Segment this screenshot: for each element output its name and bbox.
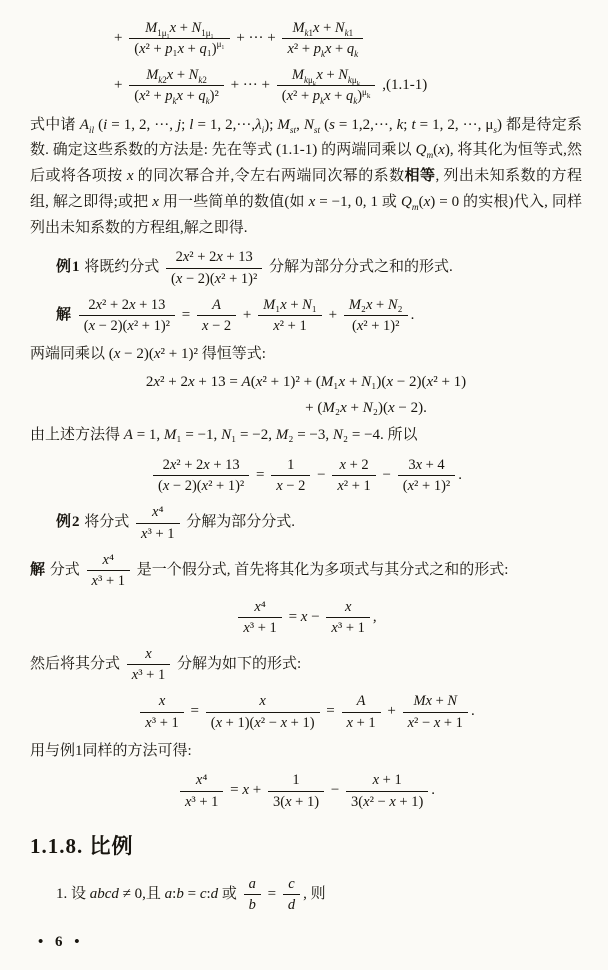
fraction: $\frac{\text{x⁴}}{\text{x³ + 1}}$ [87,551,130,590]
fraction: $\frac{\text{x⁴}}{\text{x³ + 1}}$ [180,771,223,810]
equation-1-1-1-line1: + $\frac{M_{1\mu_1}x + N_{1\mu_1}}{(x^2 + p_1x + q_1)^{\mu_1}}$ + ··· + $\frac{M_{k1}x + N_{k1}}{x^2 + p_kx + q_k}$ [114,18,582,59]
fraction: $\frac{\text{x⁴}}{\text{x³ + 1}}$ [136,503,179,542]
identity-equation-line2: + (M₂x + N₂)(x − 2). [305,399,427,416]
equation-1-1-1-line2: + $\frac{M_{k2}x + N_{k2}}{(x^2 + p_kx + q_k)^2}$ + ··· + $\frac{M_{k\mu_k}x + N_{k\mu_k}}{(x^2 + p_kx + q_k)^{\mu_k}}$ ,(1.1-1) [114,67,428,107]
fraction: $\frac{A}{x - 2}$ [197,296,236,335]
fraction: $\frac{M_{1\mu_1}x + N_{1\mu_1}}{(x^2 + p_1x + q_1)^{\mu_1}}$ [129,19,229,58]
fraction: $\frac{x}{\text{(x + 1)(x² − x + 1)}}$ [206,692,320,731]
fraction: $\frac{x + 1}{\text{3(x² − x + 1)}}$ [346,771,428,810]
fraction: $\frac{\text{2x² + 2x + 13}}{\text{(x − 2)(x² + 1)²}}$ [166,248,262,287]
fraction: $\frac{1}{x - 2}$ [271,456,310,495]
paragraph-decompose-as-form: 然后将其分式 $\frac{x}{\text{x³ + 1}}$ 分解为如下的形式: [30,646,302,684]
example2-solution-paragraph: 解 分式 $\frac{\text{x⁴}}{\text{x³ + 1}}$ 是一个假分式, 首先将其化为多项式与其分式之和的形式: [30,551,509,589]
example1-heading: 例1 将既约分式 $\frac{\text{2x² + 2x + 13}}{\text{(x − 2)(x² + 1)²}}$ 分解为部分分式之和的形式. [56,249,453,287]
final-result-equation: $\frac{\text{x⁴}}{\text{x³ + 1}}$ = x + $\frac{1}{3(x + 1)}$ − $\frac{x + 1}{\text{3(x² − x + 1)}}$ . [30,770,582,811]
fraction: $\frac{x + 2}{\text{x² + 1}}$ [332,456,375,495]
section-heading-1-1-8: 1.1.8. 比例 [30,833,134,858]
fraction: $\frac{x}{\text{x³ + 1}}$ [127,645,170,684]
fraction: $\frac{\text{M₁x + N₁}}{\text{x² + 1}}$ [258,296,322,335]
fraction: $\frac{c}{d}$ [283,875,300,914]
fraction: $\frac{Mx + N}{\text{x² − x + 1}}$ [403,692,468,731]
fraction: $\frac{\text{M₂x + N₂}}{\text{(x² + 1)²}}$ [344,296,408,335]
paragraph-coefficient-values: 由上述方法得 A = 1, M₁ = −1, N₁ = −2, M₂ = −3, N₂ = −4. 所以 [30,427,418,444]
paragraph-same-method: 用与例1同样的方法可得: [30,742,192,759]
fraction: $\frac{A}{x + 1}$ [342,692,381,731]
fraction: $\frac{\text{x⁴}}{\text{x³ + 1}}$ [238,598,281,637]
decomposition-equation: $\frac{x}{\text{x³ + 1}}$ = $\frac{x}{\text{(x + 1)(x² − x + 1)}}$ = $\frac{A}{x + 1}$ + $\frac{Mx + N}{\text{x² − x + 1}}$ . [30,691,582,732]
fraction: $\frac{M_{k2}x + N_{k2}}{(x^2 + p_kx + q_k)^2}$ [129,66,224,105]
fraction: $\frac{1}{3(x + 1)}$ [268,771,324,810]
page-number: • 6 • [38,934,84,951]
paragraph-multiply-both-sides: 两端同乘以 (x − 2)(x² + 1)² 得恒等式: [30,345,266,362]
fraction: $\frac{\text{2x² + 2x + 13}}{\text{(x − 2)(x² + 1)²}}$ [153,456,249,495]
fraction: $\frac{3x + 4}{\text{(x² + 1)²}}$ [398,456,455,495]
paragraph-undetermined-coefficients-method: 式中诸 $A_{il}$ (i = 1, 2, ···, j; l = 1, $2,\cdot\cdot\cdot,\lambda_i$); $M_{st}$, $N_{st}$ (s = 1,2,···, k; t = 1, 2, ···, $\mu_s$) 都是待定系数. 确定这些系数的方法是: 先在等式 (1.1-1) 的两端同乘以 $Q_m(x)$, 将其化为恒等式,然后或将各项按 x 的同次幂合并,令左右两端同次幂的系数相等, 列出未知系数的方程组, 解之即得;或把 x 用一些简单的数值(如 x = −1, 0, 1 或 $Q_m(x) = 0$ 的实根)代入, 同样列出未知系数的方程组,解之即得. [30,116,583,236]
improper-fraction-equation: $\frac{\text{x⁴}}{\text{x³ + 1}}$ = x − $\frac{x}{\text{x³ + 1}}$ , [30,597,582,638]
fraction: $\frac{\text{2x² + 2x + 13}}{\text{(x − 2)(x² + 1)²}}$ [79,296,175,335]
fraction: $\frac{a}{b}$ [244,875,261,914]
identity-equation-line1: 2x² + 2x + 13 = A(x² + 1)² + (M₁x + N₁)(x − 2)(x² + 1) [145,373,467,390]
fraction: $\frac{x}{\text{x³ + 1}}$ [140,692,183,731]
fraction: $\frac{M_{k1}x + N_{k1}}{x^2 + p_kx + q_k}$ [282,19,363,58]
ratio-problem-statement: 1. 设 abcd ≠ 0,且 a:b = c:d 或 $\frac{a}{b}$ = $\frac{c}{d}$ , 则 [56,875,326,913]
fraction: $\frac{M_{k\mu_k}x + N_{k\mu_k}}{(x^2 + p_kx + q_k)^{\mu_k}}$ [277,66,376,105]
example1-result-equation: $\frac{\text{2x² + 2x + 13}}{\text{(x − 2)(x² + 1)²}}$ = $\frac{1}{x - 2}$ − $\frac{x + 2}{\text{x² + 1}}$ − $\frac{3x + 4}{\text{(x² + 1)²}}$ . [30,455,582,496]
example2-heading: 例2 将分式 $\frac{\text{x⁴}}{\text{x³ + 1}}$ 分解为部分分式. [56,504,296,542]
example1-setup-equation: 解 $\frac{\text{2x² + 2x + 13}}{\text{(x − 2)(x² + 1)²}}$ = $\frac{A}{x - 2}$ + $\frac{\text{M₁x + N₁}}{\text{x² + 1}}$ + $\frac{\text{M₂x + N₂}}{\text{(x² + 1)²}}$ . [56,296,415,334]
fraction: $\frac{x}{\text{x³ + 1}}$ [326,598,369,637]
